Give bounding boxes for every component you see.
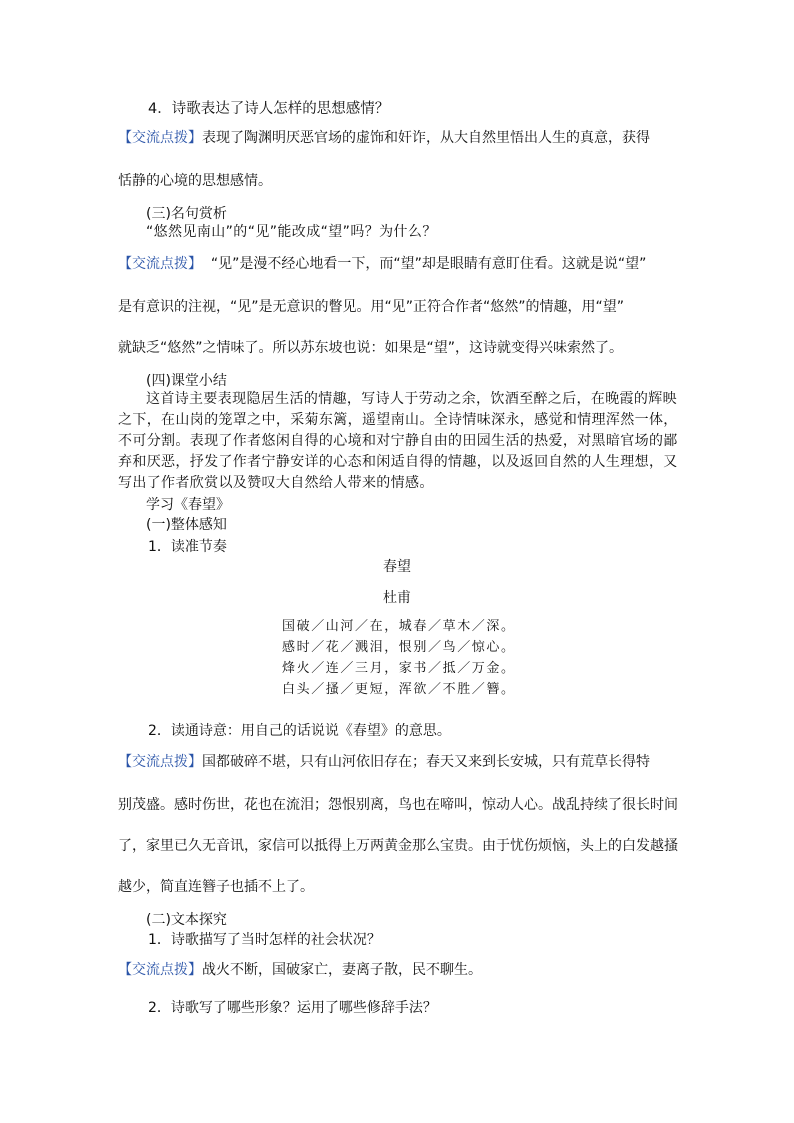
poem-line: 烽火／连／三月，家书／抵／万金。	[282, 661, 516, 676]
study-title: 学习《春望》	[146, 497, 230, 513]
poem-line: 国破／山河／在，城春／草木／深。	[282, 619, 516, 634]
section-3-title: (三)名句赏析	[146, 206, 227, 222]
section-3-answer-line-2: 是有意识的注视，“见”是无意识的瞥见。用“见”正符合作者“悠然”的情趣，用“望”	[118, 299, 625, 315]
item-2-answer-text-1: 国都破碎不堪，只有山河依旧存在；春天又来到长安城，只有荒草长得特	[202, 754, 650, 770]
part-2-answer-1	[118, 960, 482, 980]
part-2-title: (二)文本探究	[146, 912, 227, 928]
item-2-answer-line-3: 了，家里已久无音讯，家信可以抵得上万两黄金那么宝贵。由于忧伤烦恼，头上的白发越搔	[118, 838, 678, 854]
part-2-question-1: 1．诗歌描写了当时怎样的社会状况？	[148, 932, 381, 948]
summary-paragraph: 这首诗主要表现隐居生活的情趣，写诗人于劳动之余，饮酒至醉之后，在晚霞的辉映之下，在山岗的笼罩之中，采菊东篱，遥望南山。全诗情味深永，感觉和情理浑然一体，不可分割。表现了作者悠闲自得的心境和对宁静自由的田园生活的热爱，对黑暗官场的鄙弃和厌恶，抒发了作者宁静安详的心态和闲适自得的情趣，以及返回自然的人生理想，又写出了作者欣赏以及赞叹大自然给人带来的情感。	[118, 391, 678, 491]
section-3-answer-line-3: 就缺乏“悠然”之情味了。所以苏东坡也说：如果是“望”，这诗就变得兴味索然了。	[118, 340, 624, 356]
item-2-answer-line-2: 别茂盛。感时伤世，花也在流泪；怨恨别离，鸟也在啼叫，惊动人心。战乱持续了很长时间	[118, 797, 678, 813]
q4-answer-line-2: 恬静的心境的思想感情。	[118, 173, 272, 189]
section-3-question: “悠然见南山”的“见”能改成“望”吗？为什么？	[146, 224, 437, 240]
q4-answer-text-1: 表现了陶渊明厌恶官场的虚饰和奸诈，从大自然里悟出人生的真意，获得	[202, 130, 650, 146]
section-3-answer-text-1: “见”是漫不经心地看一下，而“望”却是眼睛有意盯住看。这就是说“望”	[202, 256, 647, 272]
exchange-tag: 【交流点拨】	[118, 130, 202, 146]
question-4: 4．诗歌表达了诗人怎样的思想感情？	[148, 101, 390, 117]
q4-answer-line-1	[118, 128, 650, 148]
exchange-tag: 【交流点拨】	[118, 962, 202, 978]
poem-line: 白头／搔／更短，浑欲／不胜／簪。	[282, 682, 516, 697]
section-4-title: (四)课堂小结	[146, 373, 227, 389]
poem-line: 感时／花／溅泪，恨别／鸟／惊心。	[282, 640, 516, 655]
part-2-answer-text-1: 战火不断，国破家亡，妻离子散，民不聊生。	[202, 962, 482, 978]
section-3-answer-line-1	[118, 254, 646, 274]
part-1-title: (一)整体感知	[146, 517, 227, 533]
item-2-answer-line-1	[118, 752, 650, 772]
item-2-answer-line-4: 越少，简直连簪子也插不上了。	[118, 879, 314, 895]
exchange-tag: 【交流点拨】	[118, 256, 202, 272]
poem-title: 春望	[383, 559, 411, 575]
item-1-rhythm: 1．读准节奏	[148, 539, 227, 555]
exchange-tag: 【交流点拨】	[118, 754, 202, 770]
item-2-meaning: 2．读通诗意：用自己的话说说《春望》的意思。	[148, 723, 451, 739]
part-2-question-2: 2．诗歌写了哪些形象？运用了哪些修辞手法？	[148, 1000, 437, 1016]
poem-author: 杜甫	[383, 590, 411, 606]
